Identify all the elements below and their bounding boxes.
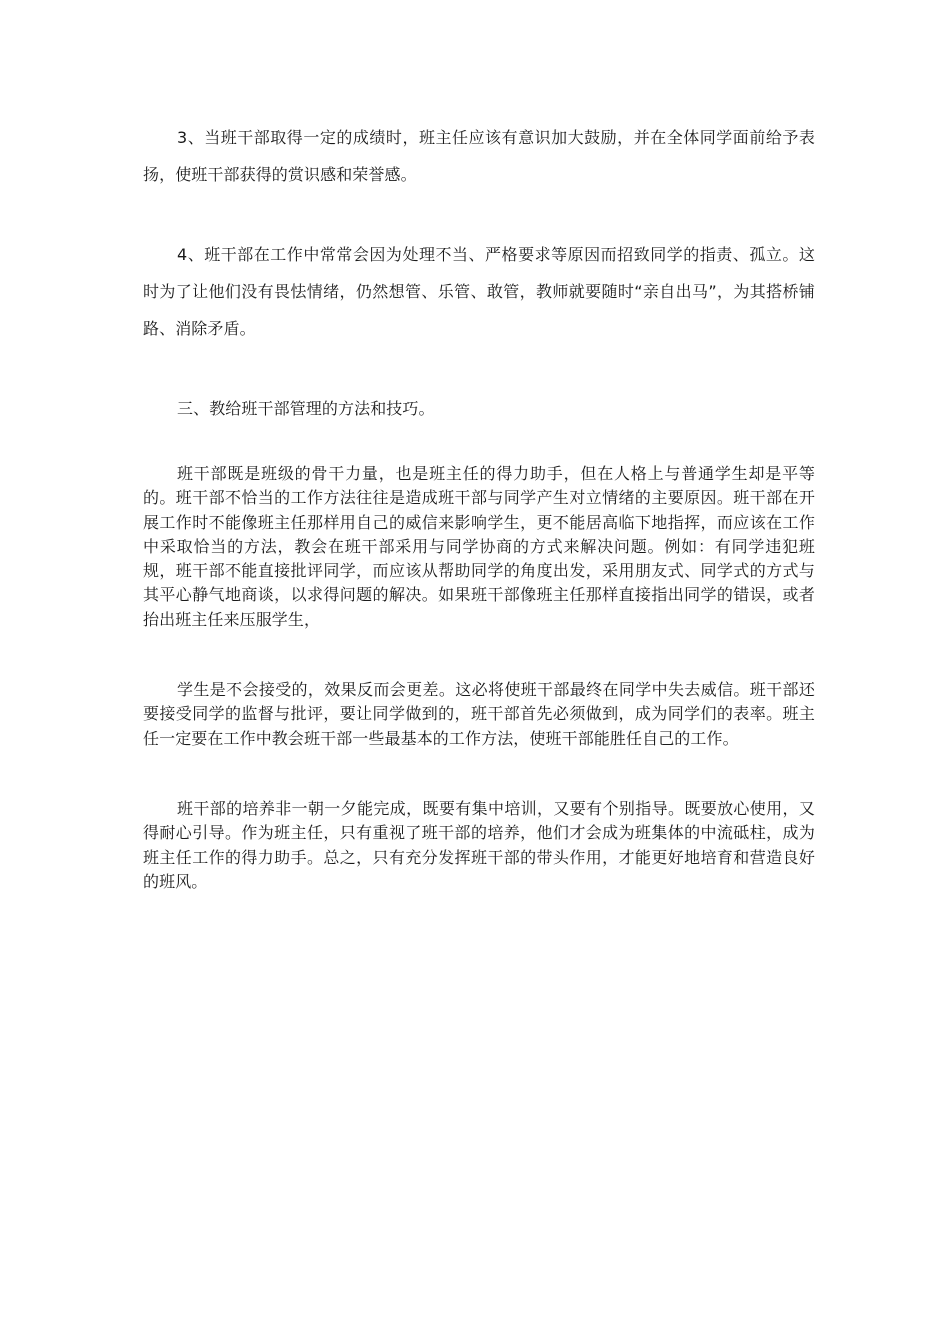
paragraph-conclusion: 班干部的培养非一朝一夕能完成，既要有集中培训，又要有个别指导。既要放心使用，又得耐心引导。作为班主任，只有重视了班干部的培养，他们才会成为班集体的中流砥柱，成为班主任工作的得力助手。总之，只有充分发挥班干部的带头作用，才能更好地培育和营造良好的班风。 <box>143 799 815 891</box>
paragraph-body-2: 学生是不会接受的，效果反而会更差。这必将使班干部最终在同学中失去威信。班干部还要接受同学的监督与批评，要让同学做到的，班干部首先必须做到，成为同学们的表率。班主任一定要在工作中教会班干部一些最基本的工作方法，使班干部能胜任自己的工作。 <box>143 680 815 748</box>
paragraph-body-1: 班干部既是班级的骨干力量，也是班主任的得力助手，但在人格上与普通学生却是平等的。班干部不恰当的工作方法往往是造成班干部与同学产生对立情绪的主要原因。班干部在开展工作时不能像班主任那样用自己的威信来影响学生，更不能居高临下地指挥，而应该在工作中采取恰当的方法，教会在班干部采用与同学协商的方式来解决问题。例如：有同学违犯班规，班干部不能直接批评同学，而应该从帮助同学的角度出发，采用朋友式、同学式的方式与其平心静气地商谈，以求得问题的解决。如果班干部像班主任那样直接指出同学的错误，或者抬出班主任来压服学生， <box>143 464 815 629</box>
paragraph-point-4: 4、班干部在工作中常常会因为处理不当、严格要求等原因而招致同学的指责、孤立。这时为了让他们没有畏怯情绪，仍然想管、乐管、敢管，教师就要随时“亲自出马”，为其搭桥铺路、消除矛盾。 <box>143 245 815 338</box>
paragraph-point-3: 3、当班干部取得一定的成绩时，班主任应该有意识加大鼓励，并在全体同学面前给予表扬，使班干部获得的赏识感和荣誉感。 <box>143 128 815 184</box>
section-heading: 三、教给班干部管理的方法和技巧。 <box>177 399 435 418</box>
